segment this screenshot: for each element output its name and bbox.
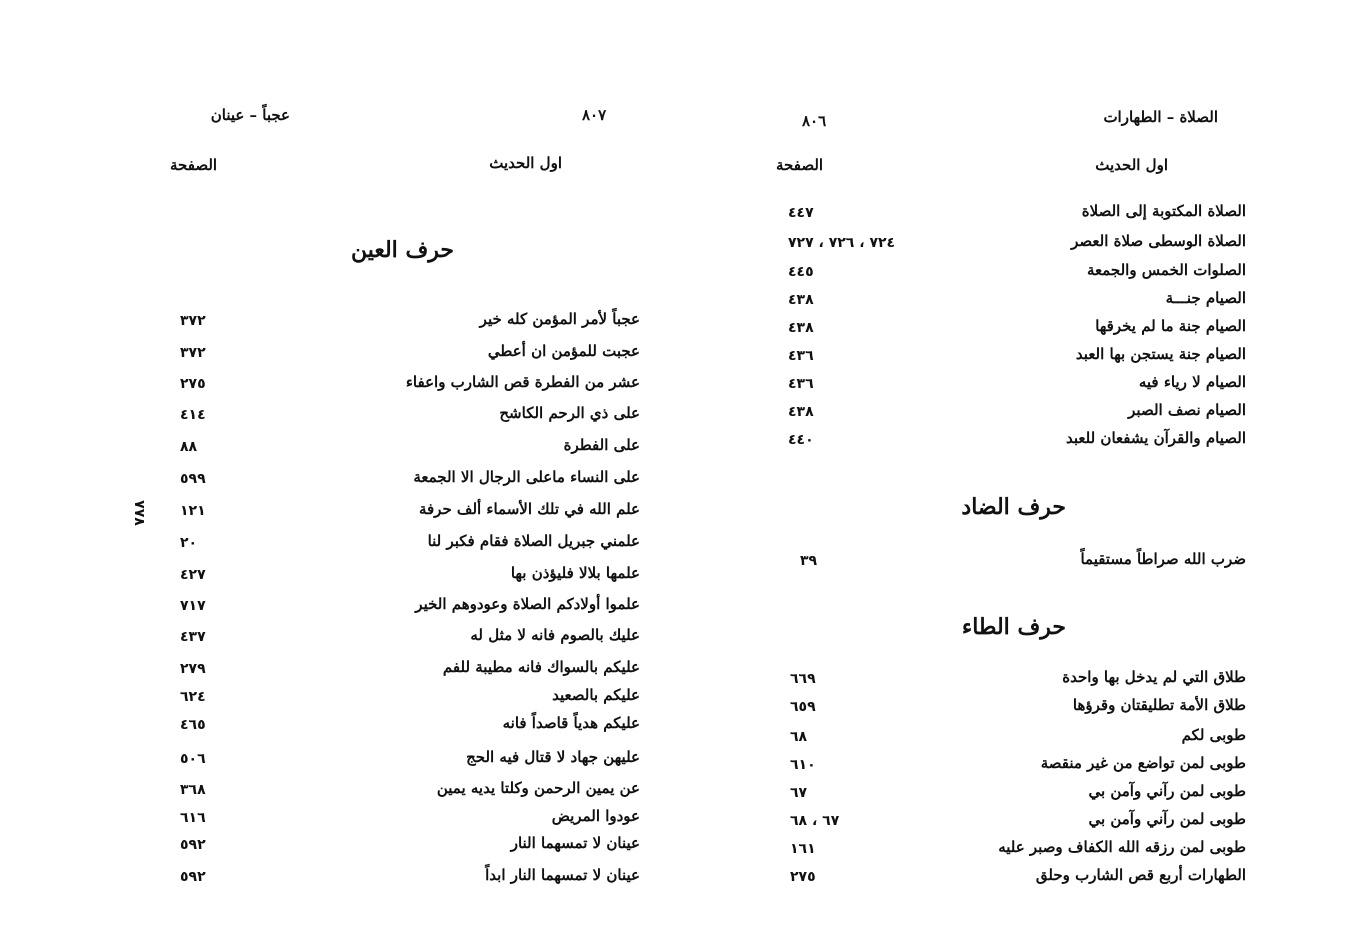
page-reference: ٦٨ [790, 729, 808, 745]
hadith-opening: الصيام نصف الصبر [1128, 401, 1246, 419]
hadith-opening: عينان لا تمسهما النار [510, 834, 640, 852]
hadith-opening: عليكم بالسواك فانه مطيبة للفم [442, 658, 640, 676]
hadith-opening: الصيام جنة ما لم يخرقها [1095, 317, 1246, 335]
hadith-opening: عليكم هدياً قاصداً فانه [502, 714, 640, 732]
hadith-opening: طوبى لكم [1181, 726, 1246, 744]
hadith-opening: الصلاة الوسطى صلاة العصر [1071, 232, 1246, 250]
hadith-opening: عن يمين الرحمن وكلتا يديه يمين [436, 779, 640, 797]
page-reference: ٣٦٨ [180, 782, 206, 798]
page-reference: ٤٣٧ [180, 629, 206, 645]
page-reference: ٤١٤ [180, 407, 206, 423]
page-reference: ٧١٧ [180, 598, 206, 614]
right-col-page-header: الصفحة [776, 156, 824, 174]
hadith-opening: على ذي الرحم الكاشح [499, 404, 640, 422]
page-reference: ٦٢٤ [180, 689, 206, 705]
page-reference: ٤٣٦ [788, 376, 814, 392]
left-running-head: عجباً – عينان [210, 106, 290, 124]
hadith-opening: علمها بلالا فليؤذن بها [510, 564, 640, 582]
page-reference: ٦١٠ [790, 757, 816, 773]
hadith-opening: عليك بالصوم فانه لا مثل له [470, 626, 640, 644]
side-page-number: ٧٧٨ [130, 500, 147, 526]
page-reference: ٢٠ [180, 535, 198, 551]
page-reference: ٢٧٩ [180, 661, 206, 677]
hadith-opening: طوبى لمن تواضع من غير منقصة [1040, 754, 1246, 772]
page-reference: ٦٧ [790, 785, 808, 801]
page-reference: ٦٦٩ [790, 671, 816, 687]
page-reference: ٤٦٥ [180, 717, 206, 733]
hadith-opening: على النساء ماعلى الرجال الا الجمعة [413, 468, 640, 486]
hadith-opening: طوبى لمن رزقه الله الكفاف وصبر عليه [998, 838, 1246, 856]
page-reference: ٨٨ [180, 439, 198, 455]
page-reference: ١٢١ [180, 503, 206, 519]
hadith-opening: طوبى لمن رآني وآمن بي [1088, 782, 1246, 800]
page-reference: ٤٤٧ [788, 205, 814, 221]
hadith-opening: علم الله في تلك الأسماء ألف حرفة [418, 500, 640, 518]
page-reference: ٣٧٢ [180, 345, 206, 361]
hadith-opening: الصيام والقرآن يشفعان للعبد [1066, 429, 1246, 447]
hadith-opening: عجباً لأمر المؤمن كله خير [479, 310, 640, 328]
hadith-opening: عليهن جهاد لا قتال فيه الحج [466, 748, 640, 766]
page-reference: ٢٧٥ [180, 376, 206, 392]
hadith-opening: علموا أولادكم الصلاة وعودوهم الخير [415, 595, 640, 613]
page-reference: ٤٣٨ [788, 404, 814, 420]
right-running-head: الصلاة – الطهارات [1103, 108, 1218, 126]
page-reference: ٤٣٦ [788, 348, 814, 364]
page-reference: ٥٠٦ [180, 751, 206, 767]
section-title-ain: حرف العين [350, 237, 454, 263]
hadith-opening: طلاق التي لم يدخل بها واحدة [1062, 668, 1246, 686]
hadith-opening: الصيام لا رياء فيه [1138, 373, 1246, 391]
left-col-page-header: الصفحة [170, 156, 218, 174]
page-reference: ١٦١ [790, 841, 816, 857]
hadith-opening: عجبت للمؤمن ان أعطي [487, 342, 640, 360]
page-reference: ٤٤٠ [788, 432, 814, 448]
section-title-ta: حرف الطاء [961, 614, 1066, 640]
page-reference: ٣٧٢ [180, 313, 206, 329]
hadith-opening: على الفطرة [563, 436, 640, 454]
left-col-hadith-header: اول الحديث [489, 154, 562, 172]
right-col-hadith-header: اول الحديث [1095, 156, 1168, 174]
page-reference: ٦٧ ، ٦٨ [790, 813, 840, 829]
page-reference: ٥٩٢ [180, 869, 206, 885]
hadith-opening: عشر من الفطرة قص الشارب واعفاء [405, 373, 640, 391]
page-reference: ٢٧٥ [790, 869, 816, 885]
page-reference: ٤٢٧ [180, 567, 206, 583]
page-reference: ٥٩٢ [180, 837, 206, 853]
hadith-opening: عينان لا تمسهما النار ابداً [485, 866, 640, 884]
page-reference: ٦٥٩ [790, 699, 816, 715]
page-reference: ٣٩ [800, 553, 818, 569]
right-page-number: ٨٠٦ [802, 112, 827, 130]
page-reference: ٤٣٨ [788, 320, 814, 336]
page-reference: ٤٤٥ [788, 264, 814, 280]
hadith-opening: الصلاة المكتوبة إلى الصلاة [1081, 202, 1246, 220]
hadith-opening: الطهارات أربع قص الشارب وحلق [1035, 866, 1246, 884]
section-title-dad: حرف الضاد [961, 494, 1066, 520]
hadith-opening: عودوا المريض [551, 807, 640, 825]
left-page-number: ٨٠٧ [582, 106, 607, 124]
hadith-opening: الصلوات الخمس والجمعة [1086, 261, 1246, 279]
hadith-opening: علمني جبريل الصلاة فقام فكبر لنا [427, 532, 640, 550]
hadith-opening: طلاق الأمة تطليقتان وقرؤها [1072, 696, 1246, 714]
page-reference: ٥٩٩ [180, 471, 206, 487]
hadith-opening: الصيام جنة يستجن بها العبد [1075, 345, 1246, 363]
hadith-opening: عليكم بالصعيد [552, 686, 640, 704]
hadith-opening: ضرب الله صراطاً مستقيماً [1080, 550, 1246, 568]
page-reference: ٧٢٤ ، ٧٢٦ ، ٧٢٧ [788, 235, 896, 251]
hadith-opening: الصيام جنـــة [1165, 289, 1246, 307]
hadith-opening: طوبى لمن رآني وآمن بي [1088, 810, 1246, 828]
page-reference: ٤٣٨ [788, 292, 814, 308]
page-reference: ٦١٦ [180, 810, 206, 826]
